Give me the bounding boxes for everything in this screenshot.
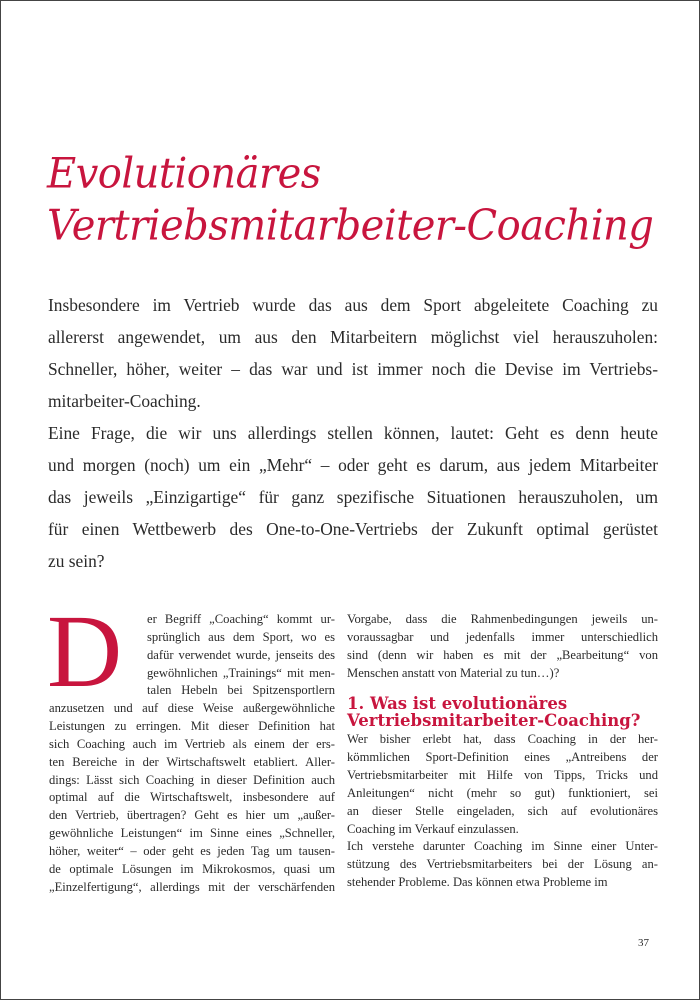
text-line: Eine Frage, die wir uns allerdings stellen können, lautet: Geht es denn heute (48, 423, 658, 443)
text-line: optimal auf die Wirtschaftswelt, insbesondere auf (49, 790, 335, 805)
text-line: höher, weiter“ – oder geht es jeden Tag um tausen- (49, 843, 335, 858)
text-line: stützung des Vertriebsmitarbeiters bei der Lösung an- (347, 857, 658, 872)
text-line: er Begriff „Coaching“ kommt ur- (147, 612, 335, 626)
text-line: Ich verstehe darunter Coaching im Sinne einer Unter- (347, 839, 658, 854)
text-line: dings: Lässt sich Coaching in dieser Definition auch (49, 772, 335, 787)
text-line: Vorgabe, dass die Rahmenbedingungen jeweils un- (347, 612, 658, 626)
text-line: allererst angewendet, um aus den Mitarbeitern möglichst viel herauszuholen: (48, 327, 658, 347)
text-line: ten Bereiche in der Wirtschaftswelt etabliert. Aller- (49, 754, 335, 769)
text-line: Menschen anstatt von Material zu tun…)? (347, 665, 560, 680)
text-line: de optimale Lösungen im Mikrokosmos, quasi um (49, 861, 335, 876)
text-line: mitarbeiter-Coaching. (48, 391, 201, 411)
text-line: gewöhnlichen „Trainings“ mit men- (147, 665, 335, 680)
text-line: talen Hebeln bei Spitzensportlern (147, 683, 335, 698)
right-column (347, 611, 658, 892)
page-title-line-1: Evolutionäres (47, 149, 321, 199)
text-line: Coaching im Verkauf einzulassen. (347, 821, 519, 836)
text-line: das jeweils „Einzigartige“ für ganz spezifische Situationen herauszuholen, um (48, 487, 658, 507)
page-number: 37 (638, 937, 649, 949)
text-line: anzusetzen und auf diese Weise außergewöhnliche (49, 701, 335, 716)
left-column (47, 594, 335, 897)
page-title-line-2: Vertriebsmitarbeiter-Coaching (47, 201, 654, 251)
section-heading-line: Vertriebsmitarbeiter-Coaching? (347, 711, 641, 731)
text-line: an dieser Stelle eingeladen, sich auf evolutionäres (347, 803, 658, 818)
text-line: Wer bisher erlebt hat, dass Coaching in der her- (347, 732, 658, 747)
text-line: Schneller, höher, weiter – das war und ist immer noch die Devise im Vertriebs- (48, 359, 658, 379)
text-line: zu sein? (48, 551, 105, 571)
text-line: den Vertrieb, übertragen? Geht es hier um „außer- (49, 808, 335, 823)
text-line: Insbesondere im Vertrieb wurde das aus dem Sport abgeleitete Coaching zu (48, 295, 658, 315)
text-line: „Einzelfertigung“, allerdings mit der verschärfenden (49, 879, 335, 894)
text-line: stehender Probleme. Das können etwa Probleme im (347, 875, 608, 890)
text-line: dafür verwendet wurde, jenseits des (147, 647, 335, 662)
text-line: sind (denn wir haben es mit der „Bearbeitung“ von (347, 647, 658, 662)
section-heading (347, 695, 658, 729)
text-line: sprünglich aus dem Sport, wo es (147, 629, 335, 644)
text-line: Vertriebsmitarbeiter mit Hilfe von Tipps, Tricks und (347, 768, 658, 783)
section-heading-line: 1. Was ist evolutionäres (347, 694, 568, 714)
text-line: voraussagbar und jedenfalls immer unterschiedlich (347, 629, 658, 644)
text-line: gewöhnliche Leistungen“ im Sinne eines „Schneller, (49, 826, 335, 841)
text-line: für einen Wettbewerb des One-to-One-Vertriebs der Zukunft optimal gerüstet (48, 519, 658, 539)
text-line: kömmlichen Sport-Definition eines „Antreibens der (347, 750, 658, 765)
text-line: und morgen (noch) um ein „Mehr“ – oder geht es darum, aus jedem Mitarbeiter (48, 455, 658, 475)
drop-cap: D (47, 594, 123, 709)
text-line: Leistungen zu erringen. Mit dieser Definition hat (49, 719, 335, 734)
text-line: sich Coaching auch im Vertrieb als einem der ers- (49, 736, 335, 751)
text-line: Anleitungen“ nicht (mehr so gut) funktioniert, sei (347, 785, 658, 800)
intro-paragraph (48, 289, 658, 577)
